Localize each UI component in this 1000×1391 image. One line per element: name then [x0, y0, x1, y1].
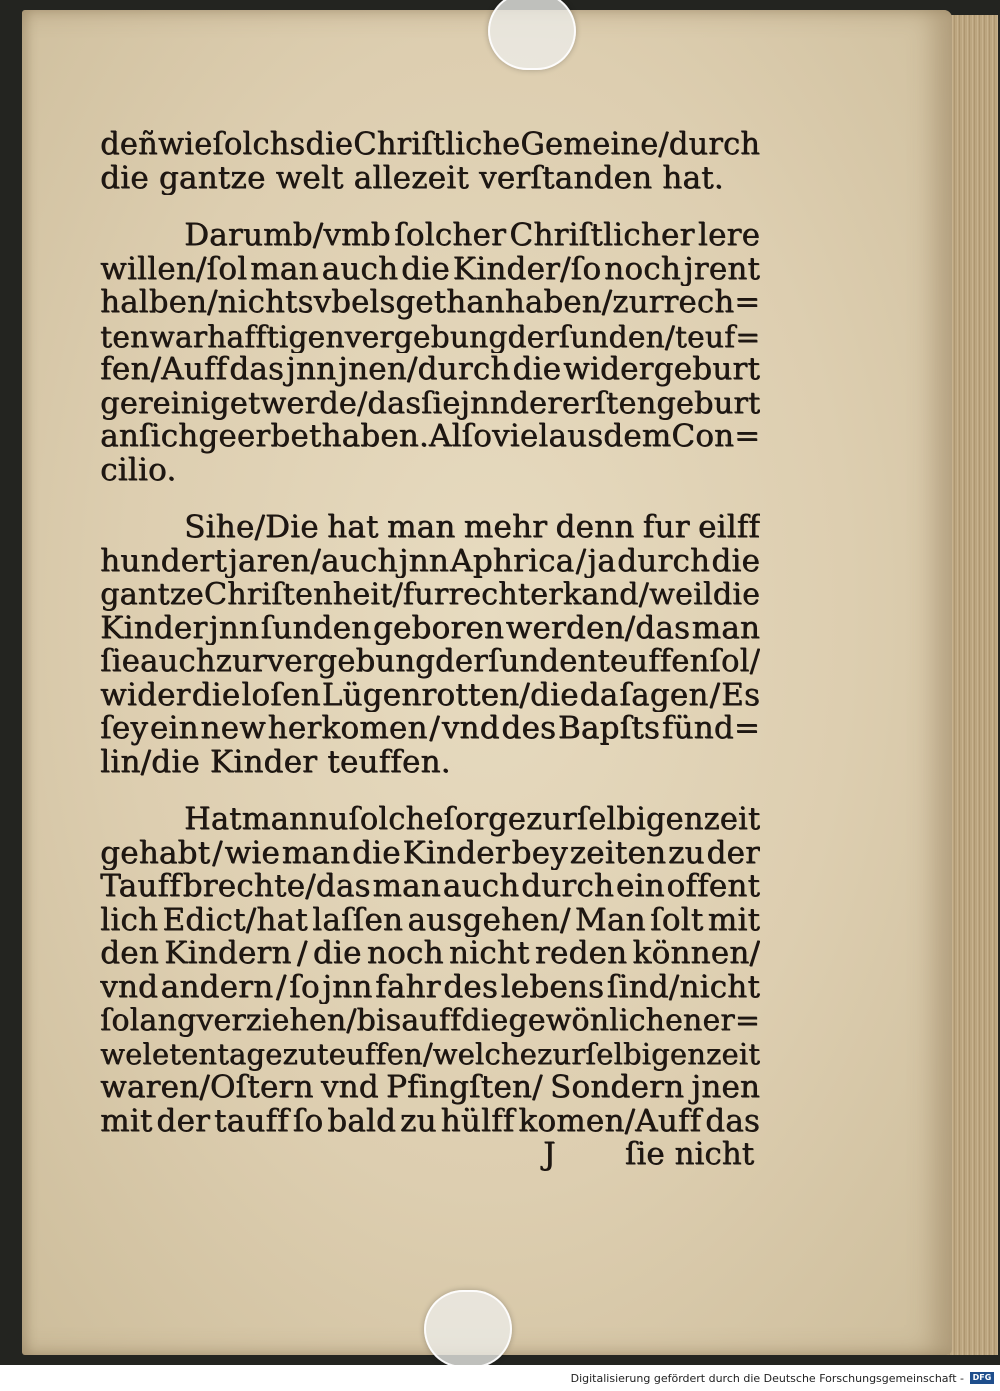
text-line: Kinder jnn ſunden geboren werden/das man	[100, 611, 760, 645]
page-text	[100, 128, 760, 1138]
text-line: fen/Auff das jnn jnen/durch die widergeburt	[100, 353, 760, 387]
text-line: hundert jaren/auch jnn Aphrica / ja durch die	[100, 544, 760, 578]
text-line: weleten tage zu teuffen/welche zur ſelbigen zeit	[100, 1037, 760, 1071]
footer-credit: Digitalisierung gefördert durch die Deutsche Forschungsgemeinschaft -	[570, 1372, 964, 1385]
page-footer-marks	[100, 1136, 760, 1172]
text-line: cilio.	[100, 453, 177, 487]
text-line: mit der tauff ſo bald zu hülff komen/Auff das	[100, 1104, 760, 1138]
text-line: willen/ſol man auch die Kinder/ſo noch jrent	[100, 252, 760, 286]
text-line: wider die loſen Lügenrotten/die da ſagen / Es	[100, 678, 760, 712]
text-line: Tauff brechte/das man auch durch ein offent	[100, 870, 760, 904]
text-line: halben/nichts vbels gethan haben / zur rech=	[100, 286, 760, 320]
text-line: an ſich geerbet haben. Alſo viel aus dem Con=	[100, 420, 760, 454]
text-line: Darumb/vmb ſolcher Chriſtlicher lere	[184, 219, 760, 253]
text-line: deñ wie ſolchs die Chriſtliche Gemeine/durch	[100, 128, 760, 162]
text-line: Hat man nu ſolche ſorge zur ſelbigen zeit	[184, 803, 760, 837]
dfg-logo-icon: DFG	[970, 1372, 994, 1384]
text-line: gehabt / wie man die Kinder bey zeiten zu der	[100, 836, 760, 870]
text-line: lin/die Kinder teuffen.	[100, 745, 451, 779]
text-line: die gantze welt allezeit verſtanden hat.	[100, 161, 724, 195]
book-page-edges	[945, 15, 998, 1355]
text-line: vnd andern / ſo jnn fahr des lebens ſind/nicht	[100, 970, 760, 1004]
text-line: ſie auch zur vergebung der ſunden teuffen ſol/	[100, 645, 760, 679]
digitization-footer	[0, 1365, 1000, 1391]
signature-mark: J	[543, 1136, 556, 1172]
text-line: gantze Chriſtenheit/fur recht erkand/weil die	[100, 578, 760, 612]
text-line: Sihe/Die hat man mehr denn fur eilff	[184, 511, 760, 545]
text-line: ſo lang verziehen/bis auff die gewönlichen er=	[100, 1004, 760, 1038]
page-clip-bottom	[424, 1290, 512, 1368]
text-line: ten warhafftigen vergebung der ſunden/teuf=	[100, 319, 760, 353]
text-line: ſey ein new herkomen / vnd des Bapſts fünd=	[100, 712, 760, 746]
catchword: ſie nicht	[624, 1136, 754, 1172]
text-line: waren/Oſtern vnd Pfingſten/ Sondern jnen	[100, 1071, 760, 1105]
text-line: gereiniget werde / das ſie jnn der erſten geburt	[100, 386, 760, 420]
text-line: den Kindern / die noch nicht reden können/	[100, 937, 760, 971]
page-clip-top	[488, 0, 576, 70]
text-line: lich Edict/hat laſſen ausgehen/ Man ſolt mit	[100, 903, 760, 937]
